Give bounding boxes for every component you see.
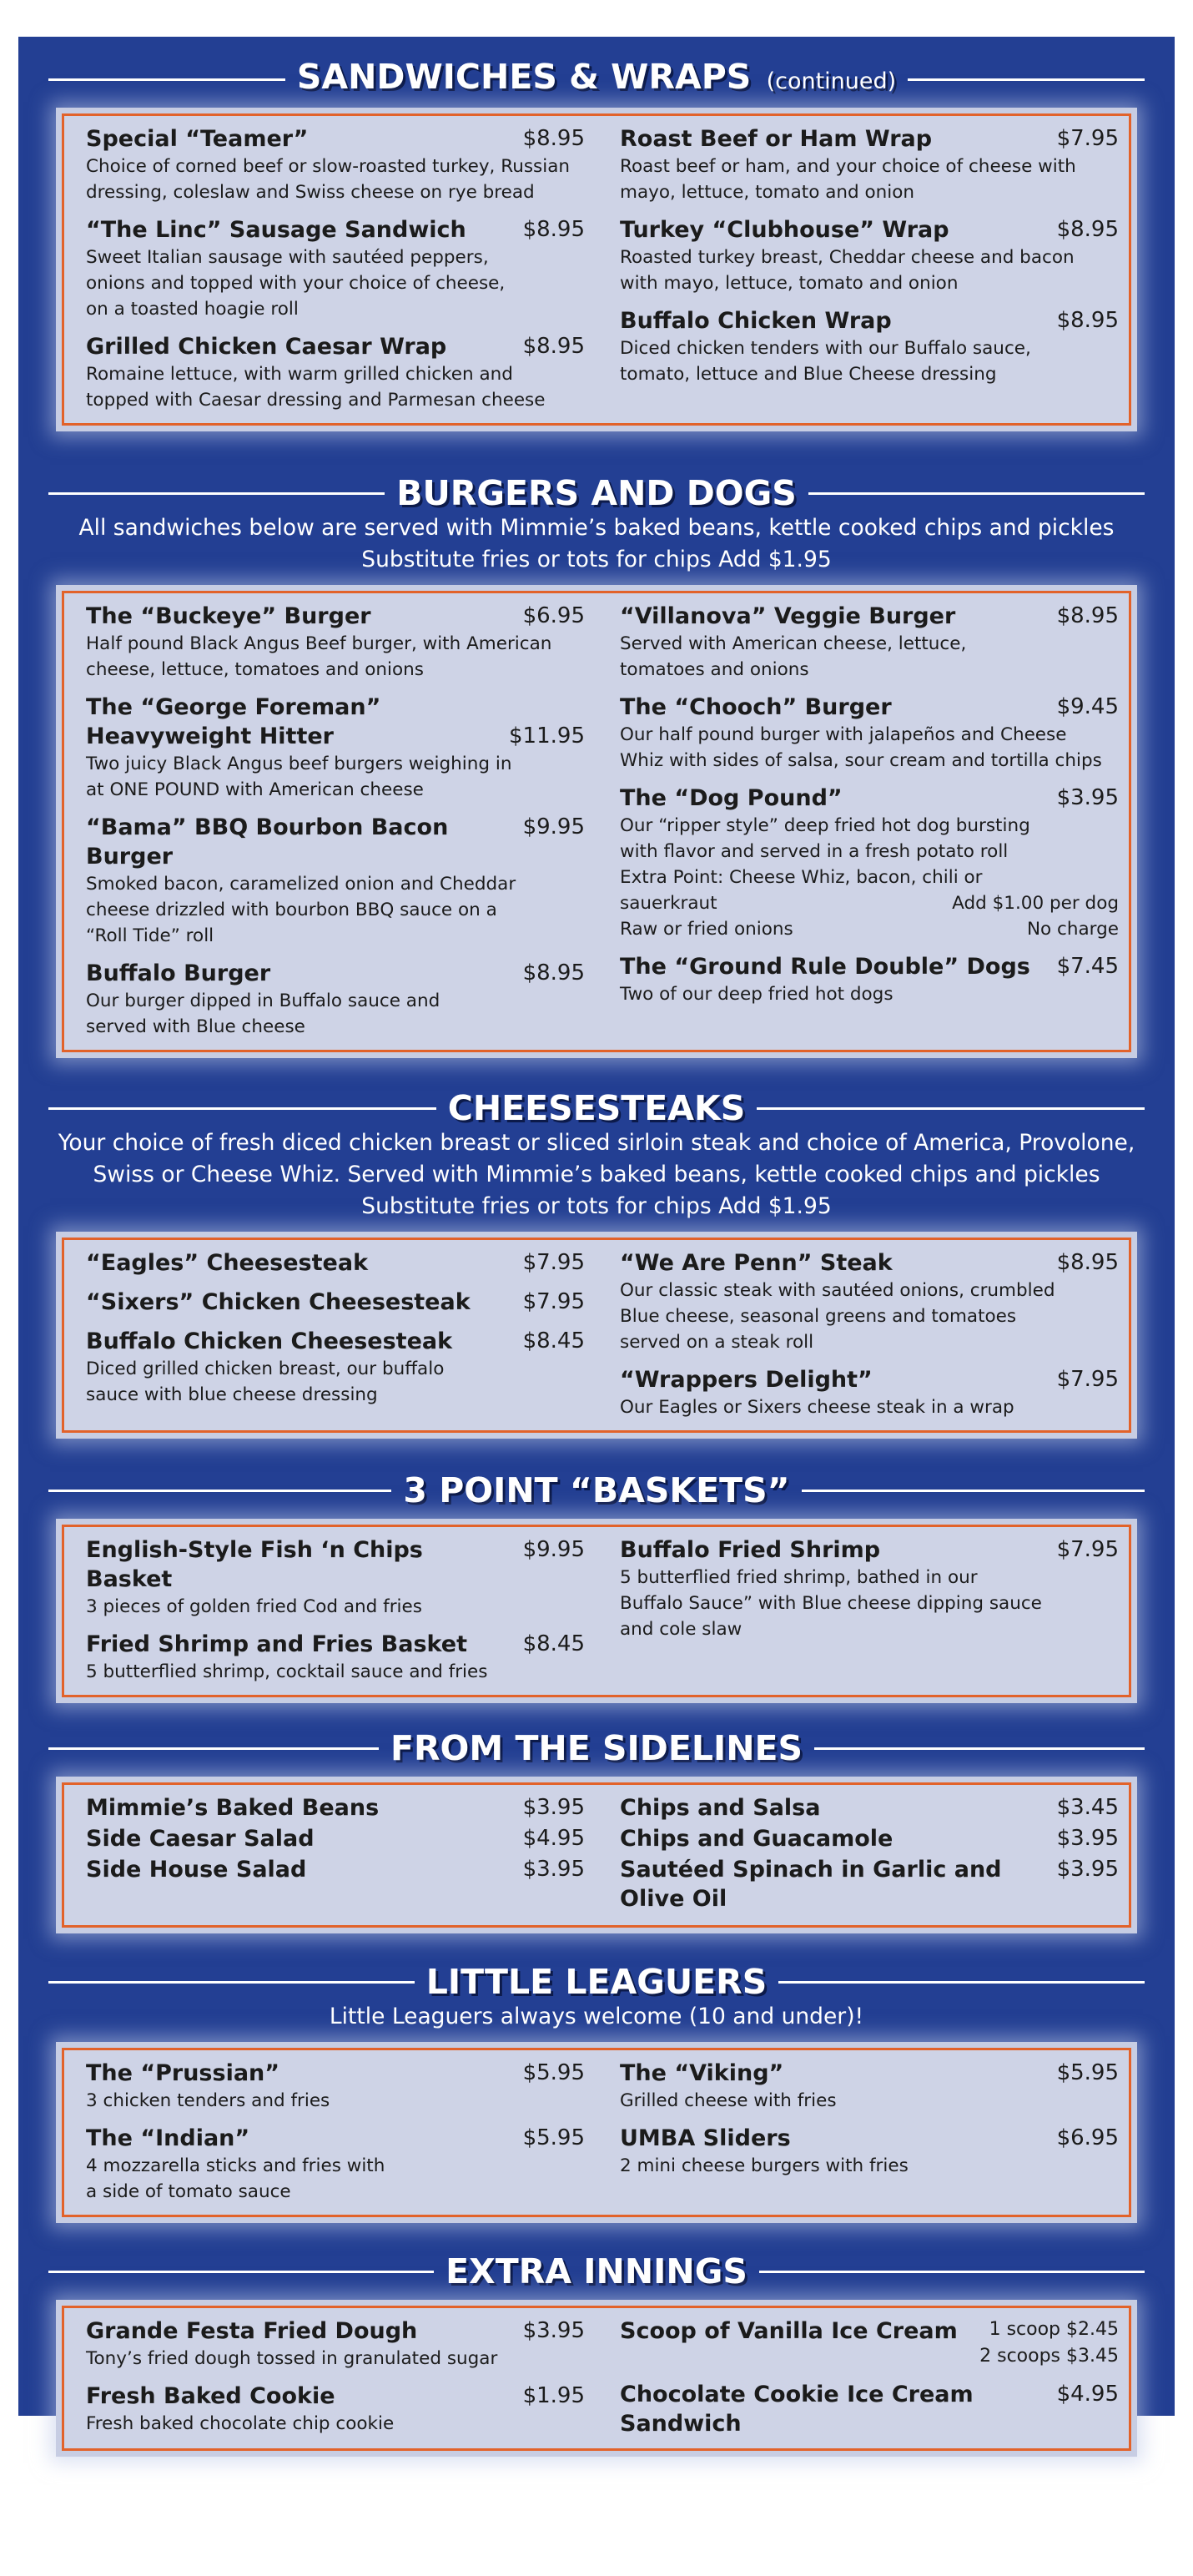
section-items-box <box>62 591 1131 1052</box>
section-subtitle: Little Leaguers always welcome (10 and under)! <box>329 2004 864 2029</box>
menu-item-header <box>620 2059 1119 2088</box>
menu-item-price: $8.95 <box>522 217 585 242</box>
menu-item <box>620 952 1119 1007</box>
menu-item-description: Choice of corned beef or slow-roasted turkey, Russian dressing, coleslaw and Swiss cheese on rye bread <box>86 156 570 203</box>
menu-item <box>620 124 1119 205</box>
section-title <box>448 1089 746 1127</box>
menu-item-description: 4 mozzarella sticks and fries with a side of tomato sauce <box>86 2155 385 2202</box>
menu-item-header <box>86 124 585 154</box>
menu-item <box>86 1535 585 1620</box>
section-header <box>48 2252 1145 2291</box>
notice-line: may increase your risk of foodborne illness <box>332 2548 861 2573</box>
header-rule-left <box>48 1981 415 1984</box>
menu-item <box>86 2124 585 2205</box>
menu-item-header <box>620 1855 1119 1913</box>
menu-item-price: $7.45 <box>1056 954 1119 979</box>
menu-item-name: Scoop of Vanilla Ice Cream <box>620 2318 958 2344</box>
section-subtitle: Substitute fries or tots for chips Add $1.95 <box>361 547 832 572</box>
menu-item-price: $3.95 <box>522 2318 585 2343</box>
menu-item-price: $3.45 <box>1056 1795 1119 1820</box>
menu-item <box>86 2316 585 2372</box>
items-column-right <box>608 1793 1119 1915</box>
menu-item-description: 2 mini cheese burgers with fries <box>620 2155 909 2176</box>
header-rule-right <box>759 2271 1145 2273</box>
menu-item-name: “We Are Penn” Steak <box>620 1250 893 1276</box>
section-header <box>48 474 1145 512</box>
menu-item-price: $8.95 <box>522 960 585 986</box>
menu-item-header <box>620 784 1119 813</box>
menu-item-name: The “Indian” <box>86 2125 250 2151</box>
menu-item-price: $7.95 <box>522 1289 585 1314</box>
extra-option-price: Add $1.00 per dog <box>952 893 1119 914</box>
menu-item-header <box>620 1248 1119 1278</box>
menu-item <box>620 784 1119 942</box>
section-subtitle: Substitute fries or tots for chips Add $1.95 <box>361 1193 832 1219</box>
menu-item <box>86 2059 585 2114</box>
menu-item-header <box>620 1824 1119 1853</box>
menu-item-description: Our burger dipped in Buffalo sauce and served with Blue cheese <box>86 991 440 1037</box>
section-title <box>297 58 896 101</box>
menu-item-name: “Eagles” Cheesesteak <box>86 1250 369 1276</box>
menu-item-header <box>620 602 1119 631</box>
menu-item-price: $7.95 <box>522 1250 585 1275</box>
section-items-box <box>62 2048 1131 2217</box>
menu-item-description: Fresh baked chocolate chip cookie <box>86 2413 395 2434</box>
section-items-box <box>62 2306 1131 2451</box>
menu-item-price: $3.95 <box>1056 1826 1119 1851</box>
menu-item-header <box>620 1793 1119 1822</box>
menu-item <box>86 2382 585 2437</box>
menu-item-price: $7.95 <box>1056 126 1119 151</box>
menu-item-price: $3.95 <box>522 1857 585 1882</box>
menu-item-description: Diced chicken tenders with our Buffalo sauce, tomato, lettuce and Blue Cheese dressing <box>620 338 1031 385</box>
menu-item-description: 5 butterflied shrimp, cocktail sauce and fries <box>86 1661 488 1682</box>
menu-item <box>620 2316 1119 2370</box>
menu-item-name: Turkey “Clubhouse” Wrap <box>620 217 949 243</box>
menu-item <box>86 332 585 413</box>
menu-item-header <box>86 215 585 244</box>
menu-item-description: 5 butterflied fried shrimp, bathed in our Buffalo Sauce” with Blue cheese dipping sauce and cole slaw <box>620 1567 1042 1640</box>
menu-item-header <box>620 124 1119 154</box>
section-header <box>48 1729 1145 1767</box>
menu-item-header <box>86 332 585 361</box>
menu-item-header <box>620 2124 1119 2153</box>
menu-item-price: $6.95 <box>1056 2125 1119 2150</box>
section-title-text: BURGERS AND DOGS <box>396 473 797 513</box>
menu-item-header <box>86 1824 585 1853</box>
menu-item-name: “Bama” BBQ Bourbon Bacon Burger <box>86 814 449 870</box>
menu-item-header <box>620 1535 1119 1565</box>
section-subtitle: Your choice of fresh diced chicken breast or sliced sirloin steak and choice of America, Provolone, <box>58 1130 1135 1156</box>
menu-item-name: “The Linc” Sausage Sandwich <box>86 217 466 243</box>
menu-item-price: $9.45 <box>1056 694 1119 719</box>
menu-item-name: Side Caesar Salad <box>86 1826 315 1852</box>
items-column-right <box>608 2059 1119 2205</box>
section-header <box>48 1471 1145 1510</box>
header-rule-right <box>908 78 1145 81</box>
menu-item-name: Chips and Salsa <box>620 1795 821 1821</box>
menu-item-name: Grilled Chicken Caesar Wrap <box>86 334 447 360</box>
menu-item-description: Roasted turkey breast, Cheddar cheese and bacon with mayo, lettuce, tomato and onion <box>620 247 1075 294</box>
menu-item <box>86 1824 585 1853</box>
menu-item-description: 3 pieces of golden fried Cod and fries <box>86 1596 422 1617</box>
menu-item-extras <box>620 890 1119 942</box>
header-rule-right <box>757 1107 1145 1110</box>
menu-item-price: 1 scoop $2.45 2 scoops $3.45 <box>979 2319 1119 2367</box>
menu-item-description: Two juicy Black Angus beef burgers weighing in at ONE POUND with American cheese <box>86 754 512 800</box>
menu-item-description: Sweet Italian sausage with sautéed peppers, onions and topped with your choice of cheese, on a toasted hoagie roll <box>86 247 506 320</box>
menu-item-header <box>86 2124 585 2153</box>
menu-item-price: $8.95 <box>1056 603 1119 628</box>
section-title <box>390 1729 803 1767</box>
menu-item-name: Grande Festa Fried Dough <box>86 2318 418 2344</box>
menu-item-price: $7.95 <box>1056 1537 1119 1562</box>
menu-item <box>620 2380 1119 2438</box>
menu-item-name: Chips and Guacamole <box>620 1826 893 1852</box>
menu-item-header <box>86 1535 585 1594</box>
menu-item-header <box>86 1855 585 1884</box>
menu-item-price: $4.95 <box>1056 2382 1119 2407</box>
menu-item <box>620 1793 1119 1822</box>
menu-item-name: The “Dog Pound” <box>620 785 843 811</box>
items-column-left <box>86 124 608 413</box>
notice-line: Ask your server about menu items that are cooked to order or served raw. <box>140 2484 1053 2509</box>
section-title-suffix: (continued) <box>766 68 897 94</box>
menu-item-price: $8.45 <box>522 1631 585 1656</box>
menu-item-price: $9.95 <box>522 1537 585 1562</box>
menu-item-name: Fresh Baked Cookie <box>86 2383 335 2409</box>
menu-item-price: $5.95 <box>522 2125 585 2150</box>
menu-item-header <box>620 306 1119 335</box>
menu-item-description: Our “ripper style” deep fried hot dog bursting with flavor and served in a fresh potato roll Extra Point: Cheese Whiz, bacon, chili or <box>620 815 1030 888</box>
menu-item-name: Side House Salad <box>86 1857 307 1883</box>
items-column-left <box>86 1248 608 1420</box>
extra-option <box>620 916 1119 942</box>
header-rule-left <box>48 492 385 495</box>
items-column-right <box>608 124 1119 413</box>
section-title-text: 3 POINT “BASKETS” <box>403 1470 790 1510</box>
menu-item-description: Romaine lettuce, with warm grilled chicken and topped with Caesar dressing and Parmesan cheese <box>86 364 546 411</box>
menu-item-description: Smoked bacon, caramelized onion and Cheddar cheese drizzled with bourbon BBQ sauce on a “Roll Tide” roll <box>86 874 516 946</box>
menu-item <box>620 2059 1119 2114</box>
menu-item-header <box>86 1793 585 1822</box>
extra-option-label: sauerkraut <box>620 893 717 914</box>
menu-item <box>86 602 585 683</box>
header-rule-right <box>778 1981 1145 1984</box>
section-items-box <box>62 1525 1131 1697</box>
menu-item <box>620 1855 1119 1913</box>
menu-item-price: $5.95 <box>1056 2060 1119 2085</box>
menu-item-header <box>86 2059 585 2088</box>
menu-item-name: “Wrappers Delight” <box>620 1367 873 1393</box>
menu-item-name: Buffalo Chicken Wrap <box>620 308 892 334</box>
section-title-text: SANDWICHES & WRAPS <box>296 57 752 97</box>
header-rule-left <box>48 1490 391 1492</box>
menu-item <box>620 2124 1119 2179</box>
menu-item <box>86 693 585 803</box>
menu-item-price: $3.95 <box>1056 1857 1119 1882</box>
section-title <box>445 2252 748 2291</box>
menu-item-header <box>86 1248 585 1278</box>
items-column-left <box>86 2059 608 2205</box>
menu-item <box>86 124 585 205</box>
menu-item <box>620 1824 1119 1853</box>
section-items-box <box>62 1782 1131 1928</box>
menu-item-header <box>620 2380 1119 2438</box>
section-title <box>396 474 797 512</box>
menu-item <box>86 1630 585 1685</box>
items-column-right <box>608 1248 1119 1420</box>
menu-item-header <box>86 1630 585 1659</box>
menu-item <box>86 1248 585 1278</box>
items-column-left <box>86 1535 608 1685</box>
menu-item-header <box>86 2382 585 2411</box>
extra-option <box>620 890 1119 916</box>
menu-item-name: Chocolate Cookie Ice Cream Sandwich <box>620 2382 974 2437</box>
menu-item-header <box>86 959 585 988</box>
menu-item-description: Tony’s fried dough tossed in granulated sugar <box>86 2348 498 2369</box>
menu-item-name: The “Buckeye” Burger <box>86 603 371 629</box>
section-title-text: EXTRA INNINGS <box>445 2251 748 2291</box>
section-title <box>403 1471 789 1510</box>
menu-item-name: “Sixers” Chicken Cheesesteak <box>86 1289 471 1315</box>
menu-item-header <box>620 693 1119 722</box>
section-subtitle: All sandwiches below are served with Mimmie’s baked beans, kettle cooked chips and pickles <box>78 515 1115 541</box>
menu-item-header <box>86 1327 585 1356</box>
section-title <box>426 1963 768 2001</box>
items-column-right <box>608 1535 1119 1685</box>
menu-item-description: 3 chicken tenders and fries <box>86 2090 330 2111</box>
menu-item-price: $8.45 <box>522 1328 585 1354</box>
menu-item-description: Diced grilled chicken breast, our buffalo sauce with blue cheese dressing <box>86 1359 445 1405</box>
menu-item-name: Special “Teamer” <box>86 126 309 152</box>
menu-item <box>620 1535 1119 1642</box>
menu-item-header <box>620 2316 1119 2370</box>
menu-item-header <box>620 952 1119 981</box>
section-subtitle: Swiss or Cheese Whiz. Served with Mimmie’s baked beans, kettle cooked chips and pickles <box>93 1162 1100 1187</box>
header-rule-right <box>814 1747 1145 1750</box>
menu-item-description: Two of our deep fried hot dogs <box>620 984 893 1005</box>
menu-item <box>86 959 585 1040</box>
header-rule-left <box>48 78 285 81</box>
menu-item-header <box>86 2316 585 2346</box>
menu-item-price: $3.95 <box>1056 785 1119 810</box>
section-items-box <box>62 1238 1131 1433</box>
notice-line: Consuming raw or uncooked meats, poultry, seafood, shellfish or eggs <box>165 2516 1028 2541</box>
section-header <box>48 1089 1145 1127</box>
menu-item <box>620 306 1119 387</box>
section-title-text: LITTLE LEAGUERS <box>425 1962 768 2002</box>
menu-item-header <box>86 602 585 631</box>
menu-item-price: $8.95 <box>1056 308 1119 333</box>
menu-item-price: $6.95 <box>522 603 585 628</box>
menu-item <box>86 1288 585 1317</box>
menu-item-description: Grilled cheese with fries <box>620 2090 837 2111</box>
menu-item-name: The “Prussian” <box>86 2060 280 2086</box>
menu-item-price: $4.95 <box>522 1826 585 1851</box>
menu-item-name: The “Viking” <box>620 2060 784 2086</box>
menu-item-header <box>620 215 1119 244</box>
menu-item <box>620 602 1119 683</box>
menu-item-price: $3.95 <box>522 1795 585 1820</box>
menu-item-name: The “Ground Rule Double” Dogs <box>620 954 1030 980</box>
extra-option-price: No charge <box>1026 919 1119 940</box>
header-rule-left <box>48 1747 379 1750</box>
menu-item <box>620 693 1119 774</box>
menu-item-header <box>86 693 585 751</box>
menu-item-name: Buffalo Burger <box>86 960 271 986</box>
menu-item-price: $8.95 <box>522 334 585 359</box>
menu-item-price: $8.95 <box>522 126 585 151</box>
menu-item-price: $7.95 <box>1056 1367 1119 1392</box>
menu-item-price: $8.95 <box>1056 1250 1119 1275</box>
menu-item-name: The “George Foreman” Heavyweight Hitter <box>86 694 381 749</box>
extra-option-label: Raw or fried onions <box>620 919 793 940</box>
header-rule-right <box>808 492 1145 495</box>
menu-item-description: Our classic steak with sautéed onions, crumbled Blue cheese, seasonal greens and tomatoes served on a steak roll <box>620 1280 1055 1353</box>
menu-item-name: Buffalo Chicken Cheesesteak <box>86 1328 453 1354</box>
header-rule-right <box>802 1490 1145 1492</box>
menu-item-name: UMBA Sliders <box>620 2125 791 2151</box>
section-items-box <box>62 113 1131 426</box>
menu-item-name: Fried Shrimp and Fries Basket <box>86 1631 467 1657</box>
items-column-left <box>86 1793 608 1915</box>
section-header <box>48 1963 1145 2001</box>
menu-item <box>86 1327 585 1408</box>
menu-item-description: Our Eagles or Sixers cheese steak in a wrap <box>620 1397 1014 1418</box>
menu-item-name: The “Chooch” Burger <box>620 694 892 720</box>
menu-item-price: $5.95 <box>522 2060 585 2085</box>
menu-item-price: $11.95 <box>509 723 585 749</box>
header-rule-left <box>48 1107 436 1110</box>
menu-item-name: English-Style Fish ‘n Chips Basket <box>86 1537 423 1592</box>
menu-item-header <box>620 1365 1119 1394</box>
items-column-right <box>608 2316 1119 2438</box>
food-safety-notice <box>18 2481 1175 2576</box>
menu-item-description: Half pound Black Angus Beef burger, with American cheese, lettuce, tomatoes and onions <box>86 633 552 680</box>
menu-item-name: Roast Beef or Ham Wrap <box>620 126 933 152</box>
menu-item-description: Roast beef or ham, and your choice of cheese with mayo, lettuce, tomato and onion <box>620 156 1076 203</box>
menu-item <box>86 1793 585 1822</box>
menu-item-header <box>86 1288 585 1317</box>
menu-item-name: Buffalo Fried Shrimp <box>620 1537 881 1563</box>
menu-item-description: Served with American cheese, lettuce, tomatoes and onions <box>620 633 967 680</box>
menu-item <box>620 1365 1119 1420</box>
items-column-right <box>608 602 1119 1040</box>
header-rule-left <box>48 2271 434 2273</box>
section-title-text: FROM THE SIDELINES <box>390 1728 803 1768</box>
menu-panel <box>18 37 1175 2573</box>
menu-item-name: “Villanova” Veggie Burger <box>620 603 956 629</box>
section-header <box>48 57 1145 98</box>
menu-item-header <box>86 813 585 871</box>
menu-item-name: Mimmie’s Baked Beans <box>86 1795 380 1821</box>
menu-item-price: $8.95 <box>1056 217 1119 242</box>
items-column-left <box>86 602 608 1040</box>
menu-item <box>86 215 585 322</box>
menu-item-description: Our half pound burger with jalapeños and Cheese Whiz with sides of salsa, sour cream and tortilla chips <box>620 724 1102 771</box>
menu-item <box>620 215 1119 296</box>
menu-item-name: Sautéed Spinach in Garlic and Olive Oil <box>620 1857 1002 1912</box>
menu-item <box>86 1855 585 1884</box>
menu-item-price: $1.95 <box>522 2383 585 2408</box>
menu-item-price: $9.95 <box>522 814 585 839</box>
items-column-left <box>86 2316 608 2438</box>
menu-item <box>86 813 585 949</box>
menu-item <box>620 1248 1119 1355</box>
section-title-text: CHEESESTEAKS <box>447 1088 746 1128</box>
